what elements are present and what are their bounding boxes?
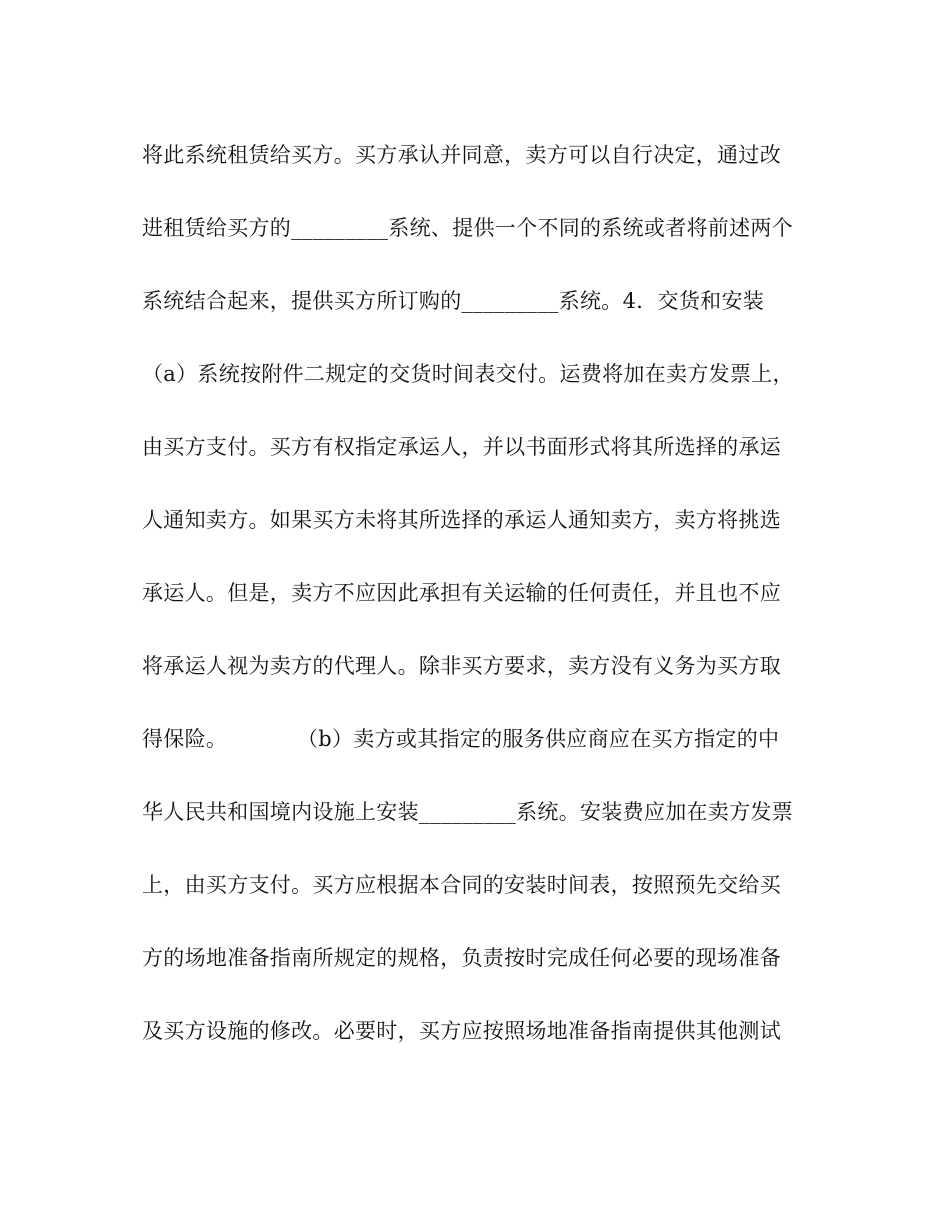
text-line-4: （a）系统按附件二规定的交货时间表交付。运费将加在卖方发票上， (142, 362, 794, 386)
text-line-11: 上，由买方支付。买方应根据本合同的安装时间表，按照预先交给买 (142, 873, 781, 897)
text-line-1: 将此系统租赁给买方。买方承认并同意，卖方可以自行决定，通过改 (142, 143, 781, 167)
text-line-7: 承运人。但是，卖方不应因此承担有关运输的任何责任，并且也不应 (142, 581, 781, 605)
text-line-12: 方的场地准备指南所规定的规格，负责按时完成任何必要的现场准备 (142, 946, 781, 970)
text-line-13: 及买方设施的修改。必要时，买方应按照场地准备指南提供其他测试 (142, 1019, 781, 1043)
text-line-10: 华人民共和国境内设施上安装_________系统。安装费应加在卖方发票 (142, 800, 793, 824)
text-line-8: 将承运人视为卖方的代理人。除非买方要求，卖方没有义务为买方取 (142, 654, 781, 678)
text-line-2: 进租赁给买方的_________系统、提供一个不同的系统或者将前述两个 (142, 216, 793, 240)
body-text (142, 138, 822, 1087)
text-line-6: 人通知卖方。如果买方未将其所选择的承运人通知卖方，卖方将挑选 (142, 508, 781, 532)
text-line-9: 得保险。 （b）卖方或其指定的服务供应商应在买方指定的中 (142, 727, 780, 751)
text-line-5: 由买方支付。买方有权指定承运人，并以书面形式将其所选择的承运 (142, 435, 781, 459)
text-line-3: 系统结合起来，提供买方所订购的_________系统。4．交货和安装 (142, 289, 765, 313)
